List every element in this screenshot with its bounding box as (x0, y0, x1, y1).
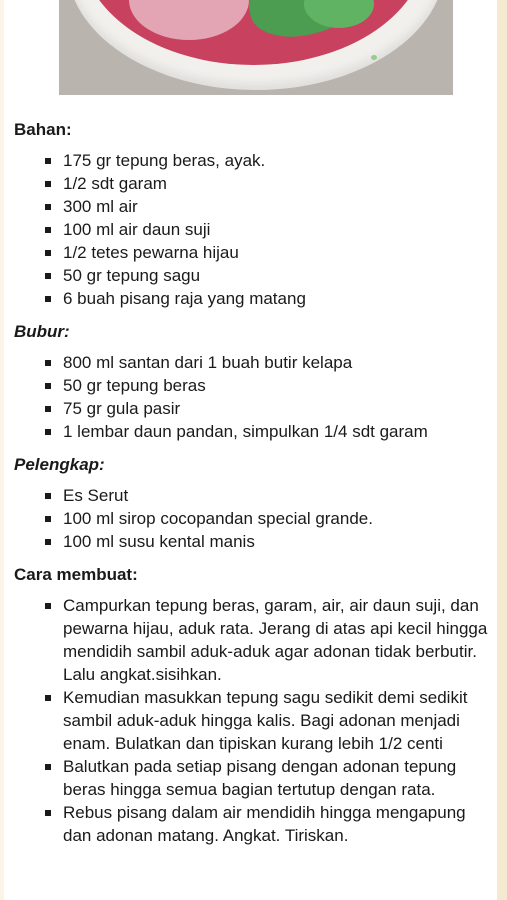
bullet-icon (45, 539, 51, 545)
list-item: 1/2 sdt garam (14, 172, 490, 195)
list-item: Kemudian masukkan tepung sagu sedikit demi sedikit sambil aduk-aduk hingga kalis. Bagi adonan menjadi enam. Bulatkan dan tipiskan kurang lebih 1/2 centi (14, 686, 490, 755)
bullet-icon (45, 516, 51, 522)
list-bubur (14, 351, 490, 443)
bullet-icon (45, 204, 51, 210)
bullet-icon (45, 250, 51, 256)
list-pelengkap (14, 484, 490, 553)
list-item: 800 ml santan dari 1 buah butir kelapa (14, 351, 490, 374)
bullet-icon (45, 406, 51, 412)
heading-pelengkap: Pelengkap: (14, 455, 105, 474)
list-item: 1/2 tetes pewarna hijau (14, 241, 490, 264)
page-edge (497, 0, 507, 900)
list-item: 50 gr tepung beras (14, 374, 490, 397)
bullet-icon (45, 493, 51, 499)
list-cara-membuat (14, 594, 490, 847)
list-item: 50 gr tepung sagu (14, 264, 490, 287)
list-item: Balutkan pada setiap pisang dengan adonan tepung beras hingga semua bagian tertutup dengan rata. (14, 755, 490, 801)
garnish-shape (371, 55, 377, 60)
list-item: 1 lembar daun pandan, simpulkan 1/4 sdt garam (14, 420, 490, 443)
list-item: 100 ml air daun suji (14, 218, 490, 241)
bullet-icon (45, 810, 51, 816)
bullet-icon (45, 383, 51, 389)
list-item: 6 buah pisang raja yang matang (14, 287, 490, 310)
list-item: 100 ml susu kental manis (14, 530, 490, 553)
bullet-icon (45, 603, 51, 609)
heading-cara-membuat: Cara membuat: (14, 565, 138, 584)
list-item: 75 gr gula pasir (14, 397, 490, 420)
bullet-icon (45, 360, 51, 366)
heading-bubur: Bubur: (14, 322, 70, 341)
list-item: Es Serut (14, 484, 490, 507)
bullet-icon (45, 695, 51, 701)
bullet-icon (45, 181, 51, 187)
recipe-photo (59, 0, 453, 95)
bullet-icon (45, 273, 51, 279)
bullet-icon (45, 227, 51, 233)
list-item: 300 ml air (14, 195, 490, 218)
list-item: 100 ml sirop cocopandan special grande. (14, 507, 490, 530)
list-item: Campurkan tepung beras, garam, air, air daun suji, dan pewarna hijau, aduk rata. Jerang di atas api kecil hingga mendidih sambil aduk-aduk agar adonan tidak berbutir. Lalu angkat.sisihkan. (14, 594, 490, 686)
article-page (4, 0, 497, 900)
list-bahan (14, 149, 490, 310)
bullet-icon (45, 296, 51, 302)
heading-bahan: Bahan: (14, 120, 72, 139)
list-item: 175 gr tepung beras, ayak. (14, 149, 490, 172)
recipe-content (14, 106, 490, 857)
bullet-icon (45, 764, 51, 770)
list-item: Rebus pisang dalam air mendidih hingga mengapung dan adonan matang. Angkat. Tiriskan. (14, 801, 490, 847)
bullet-icon (45, 158, 51, 164)
bullet-icon (45, 429, 51, 435)
